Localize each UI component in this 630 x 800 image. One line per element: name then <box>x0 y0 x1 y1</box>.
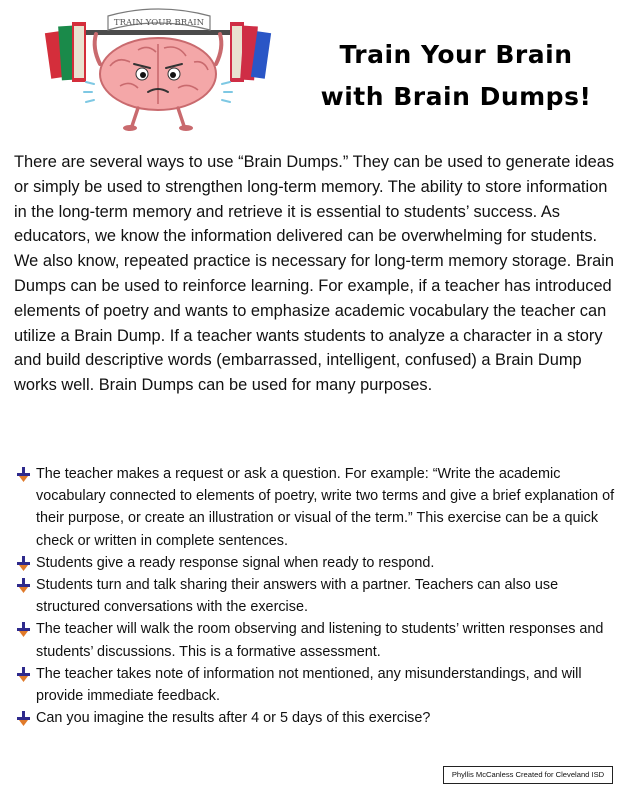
down-arrow-bullet-icon <box>16 467 31 482</box>
weightlifting-brain-icon <box>38 4 278 134</box>
title-line-1: Train Your Brain <box>339 40 573 69</box>
list-item <box>16 618 616 662</box>
down-arrow-bullet-icon <box>16 622 31 637</box>
list-item <box>16 574 616 618</box>
intro-paragraph: There are several ways to use “Brain Dumps.” They can be used to generate ideas or simply be used to strengthen long-term memory. The ability to store information in the long-term memory and retrieve it is essential to students’ success. As educators, we know the information delivered can be overwhelming for students. We also know, repeated practice is necessary for long-term memory storage. Brain Dumps can be used to reinforce learning. For example, if a teacher has introduced elements of poetry and wants to emphasize academic vocabulary the teacher can utilize a Brain Dump. If a teacher wants students to analyze a character in a story and build descriptive words (embarrassed, intelligent, confused) a Brain Dump works well. Brain Dumps can be used for many purposes. <box>14 153 615 395</box>
bullet-text: Can you imagine the results after 4 or 5 days of this exercise? <box>36 710 431 727</box>
list-item <box>16 663 616 707</box>
bullet-list <box>16 463 616 729</box>
title-line-2: with Brain Dumps! <box>320 82 592 111</box>
header <box>0 0 630 150</box>
down-arrow-bullet-icon <box>16 578 31 593</box>
bullet-text: Students give a ready response signal when ready to respond. <box>36 554 435 571</box>
list-item <box>16 463 616 552</box>
down-arrow-bullet-icon <box>16 556 31 571</box>
list-item <box>16 707 616 729</box>
bullet-text: Students turn and talk sharing their answers with a partner. Teachers can also use structured conversations with the exercise. <box>36 577 559 616</box>
footer-credit: Phyllis McCanless Created for Cleveland ISD <box>443 766 613 784</box>
bullet-text: The teacher will walk the room observing and listening to students’ written responses and students’ discussions. This is a formative assessment. <box>36 621 604 660</box>
bullet-text: The teacher takes note of information not mentioned, any misunderstandings, and will provide immediate feedback. <box>36 665 582 705</box>
down-arrow-bullet-icon <box>16 711 31 726</box>
banner-text: TRAIN YOUR BRAIN <box>113 18 205 28</box>
page-title <box>296 34 616 118</box>
list-item <box>16 552 616 574</box>
bullet-text: The teacher makes a request or ask a question. For example: “Write the academic vocabulary connected to elements of poetry, write two terms and give a brief explanation of their purpose, or create an illustration or visual of the term.” This exercise can be a quick check or written in complete sentences. <box>36 466 615 549</box>
down-arrow-bullet-icon <box>16 667 31 682</box>
